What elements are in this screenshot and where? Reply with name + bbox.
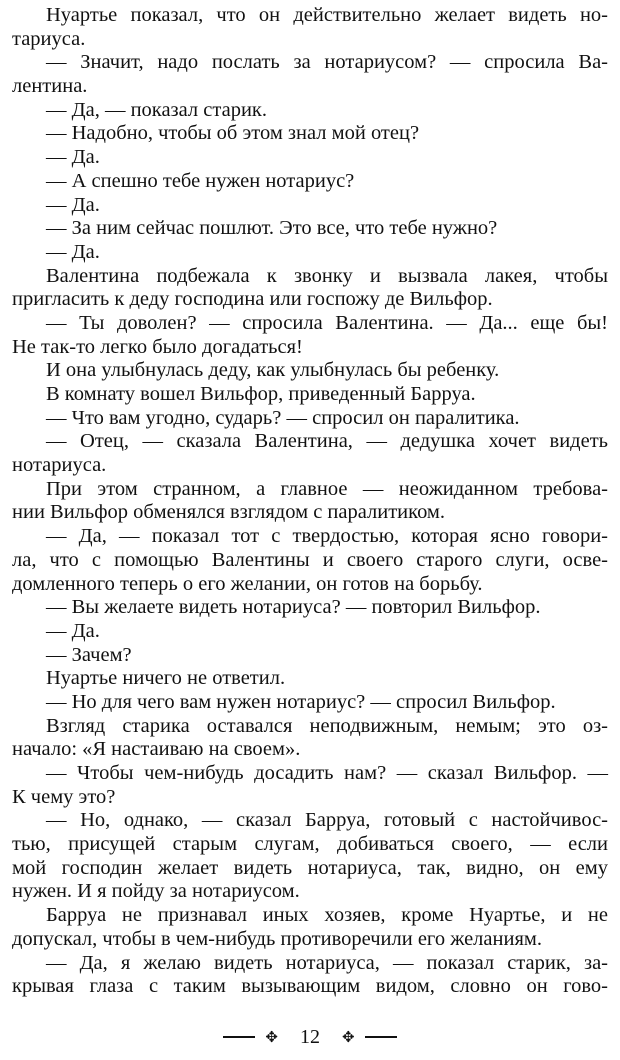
text-line: — Да, — показал старик. bbox=[46, 98, 267, 121]
text-line: — Да. bbox=[46, 240, 100, 263]
text-line: — Да. bbox=[46, 619, 100, 642]
text-line: — Но, однако, — сказал Барруа, готовый с настойчивос- bbox=[46, 809, 608, 832]
text-line: — Да, — показал тот с твердостью, которая ясно говори- bbox=[46, 525, 608, 548]
text-line: нотариуса. bbox=[12, 454, 107, 477]
text-line: К чему это? bbox=[12, 785, 116, 808]
text-line: — Да. bbox=[46, 193, 100, 216]
text-line: — Что вам угодно, сударь? — спросил он паралитика. bbox=[46, 406, 520, 429]
text-line: мой господин желает видеть нотариуса, так, видно, он ему bbox=[12, 856, 608, 879]
text-line: — Отец, — сказала Валентина, — дедушка хочет видеть bbox=[46, 430, 608, 453]
text-line: Взгляд старика оставался неподвижным, немым; это оз- bbox=[46, 714, 608, 737]
text-line: — Зачем? bbox=[46, 643, 132, 666]
ornament-left-icon: ✥ bbox=[265, 1029, 278, 1046]
text-line: допускал, чтобы в чем-нибудь противоречили его желаниям. bbox=[12, 927, 542, 950]
text-line: В комнату вошел Вильфор, приведенный Барруа. bbox=[46, 383, 476, 405]
text-line: домленного теперь о его желании, он готов на борьбу. bbox=[12, 572, 483, 595]
text-line: Нуартье ничего не ответил. bbox=[46, 667, 286, 690]
text-line: Барруа не признавал иных хозяев, кроме Нуартье, и не bbox=[46, 904, 608, 927]
text-line: Нуартье показал, что он действительно желает видеть но- bbox=[46, 4, 608, 26]
text-line: При этом странном, а главное — неожиданном требова- bbox=[46, 477, 608, 500]
text-line: тью, присущей старым слугам, добиваться своего, — если bbox=[12, 833, 608, 856]
text-line: пригласить к деду господина или госпожу де Вильфор. bbox=[12, 288, 493, 311]
text-line: — Значит, надо послать за нотариусом? — спросила Ва- bbox=[46, 51, 608, 74]
text-line: — Вы желаете видеть нотариуса? — повторил Вильфор. bbox=[46, 596, 541, 619]
text-line: — Чтобы чем-нибудь досадить нам? — сказал Вильфор. — bbox=[46, 762, 608, 784]
text-line: начало: «Я настаиваю на своем». bbox=[12, 738, 301, 761]
text-line: — Ты доволен? — спросила Валентина. — Да... еще бы! bbox=[46, 311, 608, 334]
footer-rule-left bbox=[223, 1036, 255, 1038]
text-line: тариуса. bbox=[12, 27, 86, 50]
text-line: крывая глаза с таким вызывающим видом, словно он гово- bbox=[12, 975, 608, 998]
text-line: И она улыбнулась деду, как улыбнулась бы ребенку. bbox=[46, 359, 500, 382]
page-footer bbox=[0, 1022, 620, 1052]
text-line: — Да, я желаю видеть нотариуса, — показал старик, за- bbox=[46, 951, 608, 974]
text-line: — Да. bbox=[46, 146, 100, 169]
text-line: — За ним сейчас пошлют. Это все, что тебе нужно? bbox=[46, 217, 498, 240]
text-line: Валентина подбежала к звонку и вызвала лакея, чтобы bbox=[46, 264, 608, 287]
ornament-right-icon: ✥ bbox=[342, 1029, 355, 1046]
footer-rule-right bbox=[365, 1036, 397, 1038]
text-line: — Надобно, чтобы об этом знал мой отец? bbox=[46, 122, 420, 145]
text-line: нужен. И я пойду за нотариусом. bbox=[12, 880, 300, 903]
body-text bbox=[12, 4, 608, 999]
text-line: — Но для чего вам нужен нотариус? — спросил Вильфор. bbox=[46, 690, 556, 713]
text-line: лентина. bbox=[12, 75, 88, 98]
page-number: 12 bbox=[300, 1025, 320, 1048]
text-line: — А спешно тебе нужен нотариус? bbox=[46, 169, 355, 192]
text-line: ла, что с помощью Валентины и своего старого слуги, осве- bbox=[12, 548, 608, 571]
text-line: Не так-то легко было догадаться! bbox=[12, 335, 303, 358]
text-line: нии Вильфор обменялся взглядом с паралитиком. bbox=[12, 501, 446, 524]
